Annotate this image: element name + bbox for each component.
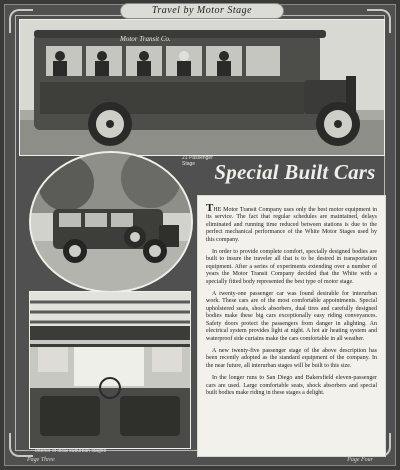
page-number-right: Page Four [347, 457, 373, 463]
touring-car-photo [29, 151, 193, 293]
article-paragraph: A twenty-one passenger car was found desirable for interurban work. These cars are of the most comfortable appointments. Special upholstered seats, shock absorbers, dual tires and carefully designed bodies make these big cars exceptionally easy riding conveyances. Safety doors protect the passengers from danger in alighting. An electrical system provides light at night. A hot air heating system and waterproof side curtains make the cars comfortable in all weather. [206, 291, 377, 342]
interior-photo [29, 291, 191, 449]
brochure-page [4, 4, 396, 466]
article-paragraph: THE Motor Transit Company uses only the best motor equipment in its service. The fact that regular schedules are maintained, delays eliminated and running time reduced between stations is due to the perfect mechanical performance of the White Motor Stages used by this company. [206, 202, 377, 243]
article-paragraph: A new twenty-five passenger stage of the above description has been recently adopted as the standard equipment of the company. In the near future, all interurban stages will be built to this size. [206, 347, 377, 369]
article-paragraph: In the longer runs to San Diego and Bakersfield eleven-passenger cars are used. Large comfortable seats, shock absorbers and special built bodies make riding in these stages a delight. [206, 375, 377, 396]
page-title: Travel by Motor Stage [120, 3, 284, 19]
article-paragraph: In order to provide complete comfort, specially designed bodies are built to insure the traveler all that is to be desired in transportation equipment. After a series of experiments extending over a number of years the Motor Transit Company decided that the White with a specially fitted body represented the best type of motor stage. [206, 249, 377, 285]
interior-photo-caption: Interior of local suburban stages [35, 448, 107, 454]
drop-cap: T [206, 202, 214, 214]
bus-photo [19, 19, 385, 156]
article-heading: Special Built Cars [214, 160, 376, 184]
article-body [197, 195, 386, 457]
page-number-left: Page Three [27, 457, 55, 463]
bus-photo-caption: 21 Passenger Stage [182, 155, 213, 167]
bus-sign: Motor Transit Co. [120, 35, 171, 43]
